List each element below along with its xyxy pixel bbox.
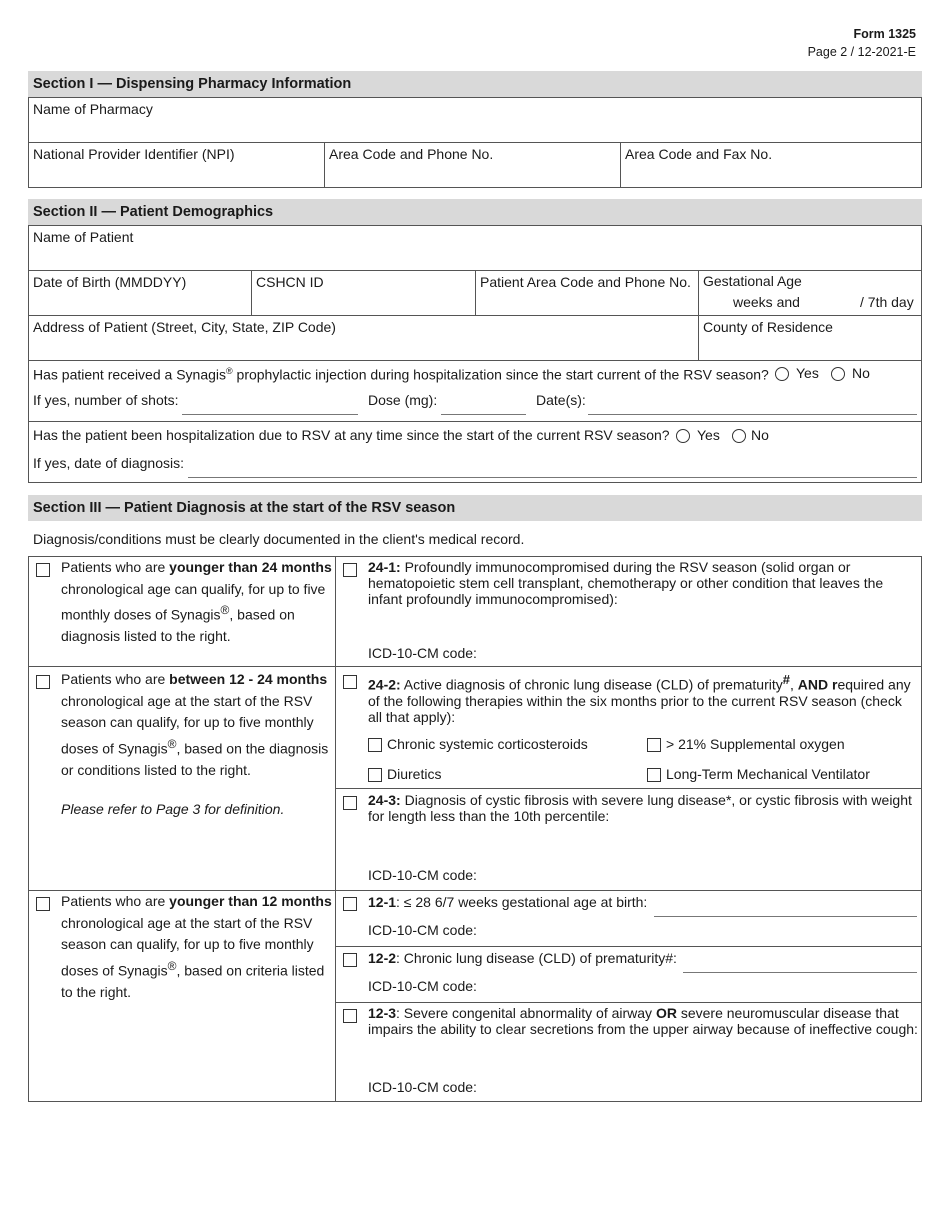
hosp-yes-radio[interactable] <box>676 429 690 443</box>
under-24-months-text: Patients who are younger than 24 months chronological age can qualify, for up to five monthly doses of Synagis®, based on diagnosis listed to the right. <box>61 559 332 645</box>
synagis-no-label: No <box>852 365 870 381</box>
criterion-12-1-checkbox[interactable] <box>343 897 357 911</box>
criterion-24-1-checkbox[interactable] <box>343 563 357 577</box>
diuretics-checkbox[interactable] <box>368 768 382 782</box>
diuretics-label: Diuretics <box>387 766 442 782</box>
npi-field[interactable]: National Provider Identifier (NPI) <box>33 146 235 162</box>
supplemental-oxygen-checkbox[interactable] <box>647 738 661 752</box>
synagis-yes-radio[interactable] <box>775 367 789 381</box>
dose-label: Dose (mg): <box>368 392 438 408</box>
criterion-24-3-checkbox[interactable] <box>343 796 357 810</box>
synagis-yes-label: Yes <box>796 365 819 381</box>
cshcn-id-field[interactable]: CSHCN ID <box>256 274 324 290</box>
shots-label: If yes, number of shots: <box>33 392 179 408</box>
criterion-24-2-checkbox[interactable] <box>343 675 357 689</box>
patient-name-field[interactable]: Name of Patient <box>33 229 134 245</box>
patient-phone-field[interactable]: Patient Area Code and Phone No. <box>480 274 691 290</box>
criterion-12-1-input[interactable] <box>654 916 917 917</box>
hosp-no-radio[interactable] <box>732 429 746 443</box>
under-12-months-text: Patients who are younger than 12 months chronological age at the start of the RSV season can qualify, for up to five monthly doses of Synagis®, based on criteria listed to the right. <box>61 893 332 1000</box>
section-3-note: Diagnosis/conditions must be clearly documented in the client's medical record. <box>33 531 525 547</box>
pharmacy-name-field[interactable]: Name of Pharmacy <box>33 101 153 117</box>
diagnosis-date-label: If yes, date of diagnosis: <box>33 455 184 471</box>
county-field[interactable]: County of Residence <box>703 319 833 335</box>
shots-input[interactable] <box>182 414 358 415</box>
divider <box>28 666 922 667</box>
pharmacy-fax-field[interactable]: Area Code and Fax No. <box>625 146 773 162</box>
hosp-yes-label: Yes <box>697 427 720 443</box>
under-24-months-checkbox[interactable] <box>36 563 50 577</box>
pharmacy-phone-field[interactable]: Area Code and Phone No. <box>329 146 494 162</box>
criterion-12-3-text: 12-3: Severe congenital abnormality of airway OR severe neuromuscular disease that impairs the ability to clear secretions from the upper airway because of ineffective cough: <box>368 1005 918 1037</box>
divider <box>28 421 922 422</box>
divider <box>336 946 922 947</box>
synagis-question: Has patient received a Synagis® prophylactic injection during hospitalization since the start current of the RSV season? <box>33 366 769 383</box>
form-number: Form 1325 <box>853 27 916 41</box>
section-2-title: Section II — Patient Demographics <box>28 199 922 225</box>
divider <box>28 360 922 361</box>
synagis-no-radio[interactable] <box>831 367 845 381</box>
divider <box>251 270 252 315</box>
section-1-title: Section I — Dispensing Pharmacy Information <box>28 71 922 97</box>
under-12-months-checkbox[interactable] <box>36 897 50 911</box>
dob-field[interactable]: Date of Birth (MMDDYY) <box>33 274 187 290</box>
divider <box>28 142 922 143</box>
diagnosis-date-input[interactable] <box>188 477 917 478</box>
mechanical-ventilator-label: Long-Term Mechanical Ventilator <box>666 766 870 782</box>
criterion-12-3-checkbox[interactable] <box>343 1009 357 1023</box>
weeks-and-label: weeks and <box>733 294 800 310</box>
criterion-12-2-input[interactable] <box>683 972 917 973</box>
icd-code-24-1[interactable]: ICD-10-CM code: <box>368 645 477 661</box>
corticosteroids-label: Chronic systemic corticosteroids <box>387 736 588 752</box>
divider <box>475 270 476 315</box>
dates-input[interactable] <box>588 414 917 415</box>
criterion-24-2-text: 24-2: Active diagnosis of chronic lung disease (CLD) of prematurity#, AND required any of the following therapies within the six months prior to the current RSV season (check all that apply): <box>368 672 911 725</box>
icd-code-24-3[interactable]: ICD-10-CM code: <box>368 867 477 883</box>
divider <box>698 270 699 360</box>
divider <box>620 142 621 188</box>
divider <box>335 556 336 1102</box>
icd-code-12-1[interactable]: ICD-10-CM code: <box>368 922 477 938</box>
supplemental-oxygen-label: > 21% Supplemental oxygen <box>666 736 845 752</box>
between-12-24-months-checkbox[interactable] <box>36 675 50 689</box>
divider <box>28 315 922 316</box>
criterion-12-1-text: 12-1: ≤ 28 6/7 weeks gestational age at birth: <box>368 894 648 910</box>
between-12-24-months-text: Patients who are between 12 - 24 months chronological age at the start of the RSV season can qualify, for up to five monthly doses of Synagis®, based on the diagnosis or conditions listed to the right. <box>61 671 329 778</box>
seventh-day-label: / 7th day <box>860 294 914 310</box>
dose-input[interactable] <box>441 414 526 415</box>
page-3-reference: Please refer to Page 3 for definition. <box>61 801 285 817</box>
mechanical-ventilator-checkbox[interactable] <box>647 768 661 782</box>
divider <box>336 788 922 789</box>
criterion-24-1-text: 24-1: Profoundly immunocompromised during the RSV season (solid organ or hematopoietic stem cell transplant, chemotherapy or other condition that leaves the infant profoundly immunocompromised): <box>368 559 884 607</box>
address-field[interactable]: Address of Patient (Street, City, State, ZIP Code) <box>33 319 336 335</box>
hosp-no-label: No <box>751 427 769 443</box>
hospitalization-question: Has the patient been hospitalization due to RSV at any time since the start of the current RSV season? <box>33 427 670 443</box>
criterion-12-2-text: 12-2: Chronic lung disease (CLD) of prematurity#: <box>368 950 677 966</box>
section-3-title: Section III — Patient Diagnosis at the start of the RSV season <box>28 495 922 521</box>
divider <box>324 142 325 188</box>
gestational-age-label: Gestational Age <box>703 273 802 289</box>
dates-label: Date(s): <box>536 392 586 408</box>
divider <box>336 1002 922 1003</box>
section-2-box <box>28 225 922 483</box>
corticosteroids-checkbox[interactable] <box>368 738 382 752</box>
page-number: Page 2 / 12-2021-E <box>807 45 916 59</box>
criterion-12-2-checkbox[interactable] <box>343 953 357 967</box>
icd-code-12-2[interactable]: ICD-10-CM code: <box>368 978 477 994</box>
icd-code-12-3[interactable]: ICD-10-CM code: <box>368 1079 477 1095</box>
criterion-24-3-text: 24-3: Diagnosis of cystic fibrosis with severe lung disease*, or cystic fibrosis with weight for length less than the 10th percentile: <box>368 792 912 824</box>
